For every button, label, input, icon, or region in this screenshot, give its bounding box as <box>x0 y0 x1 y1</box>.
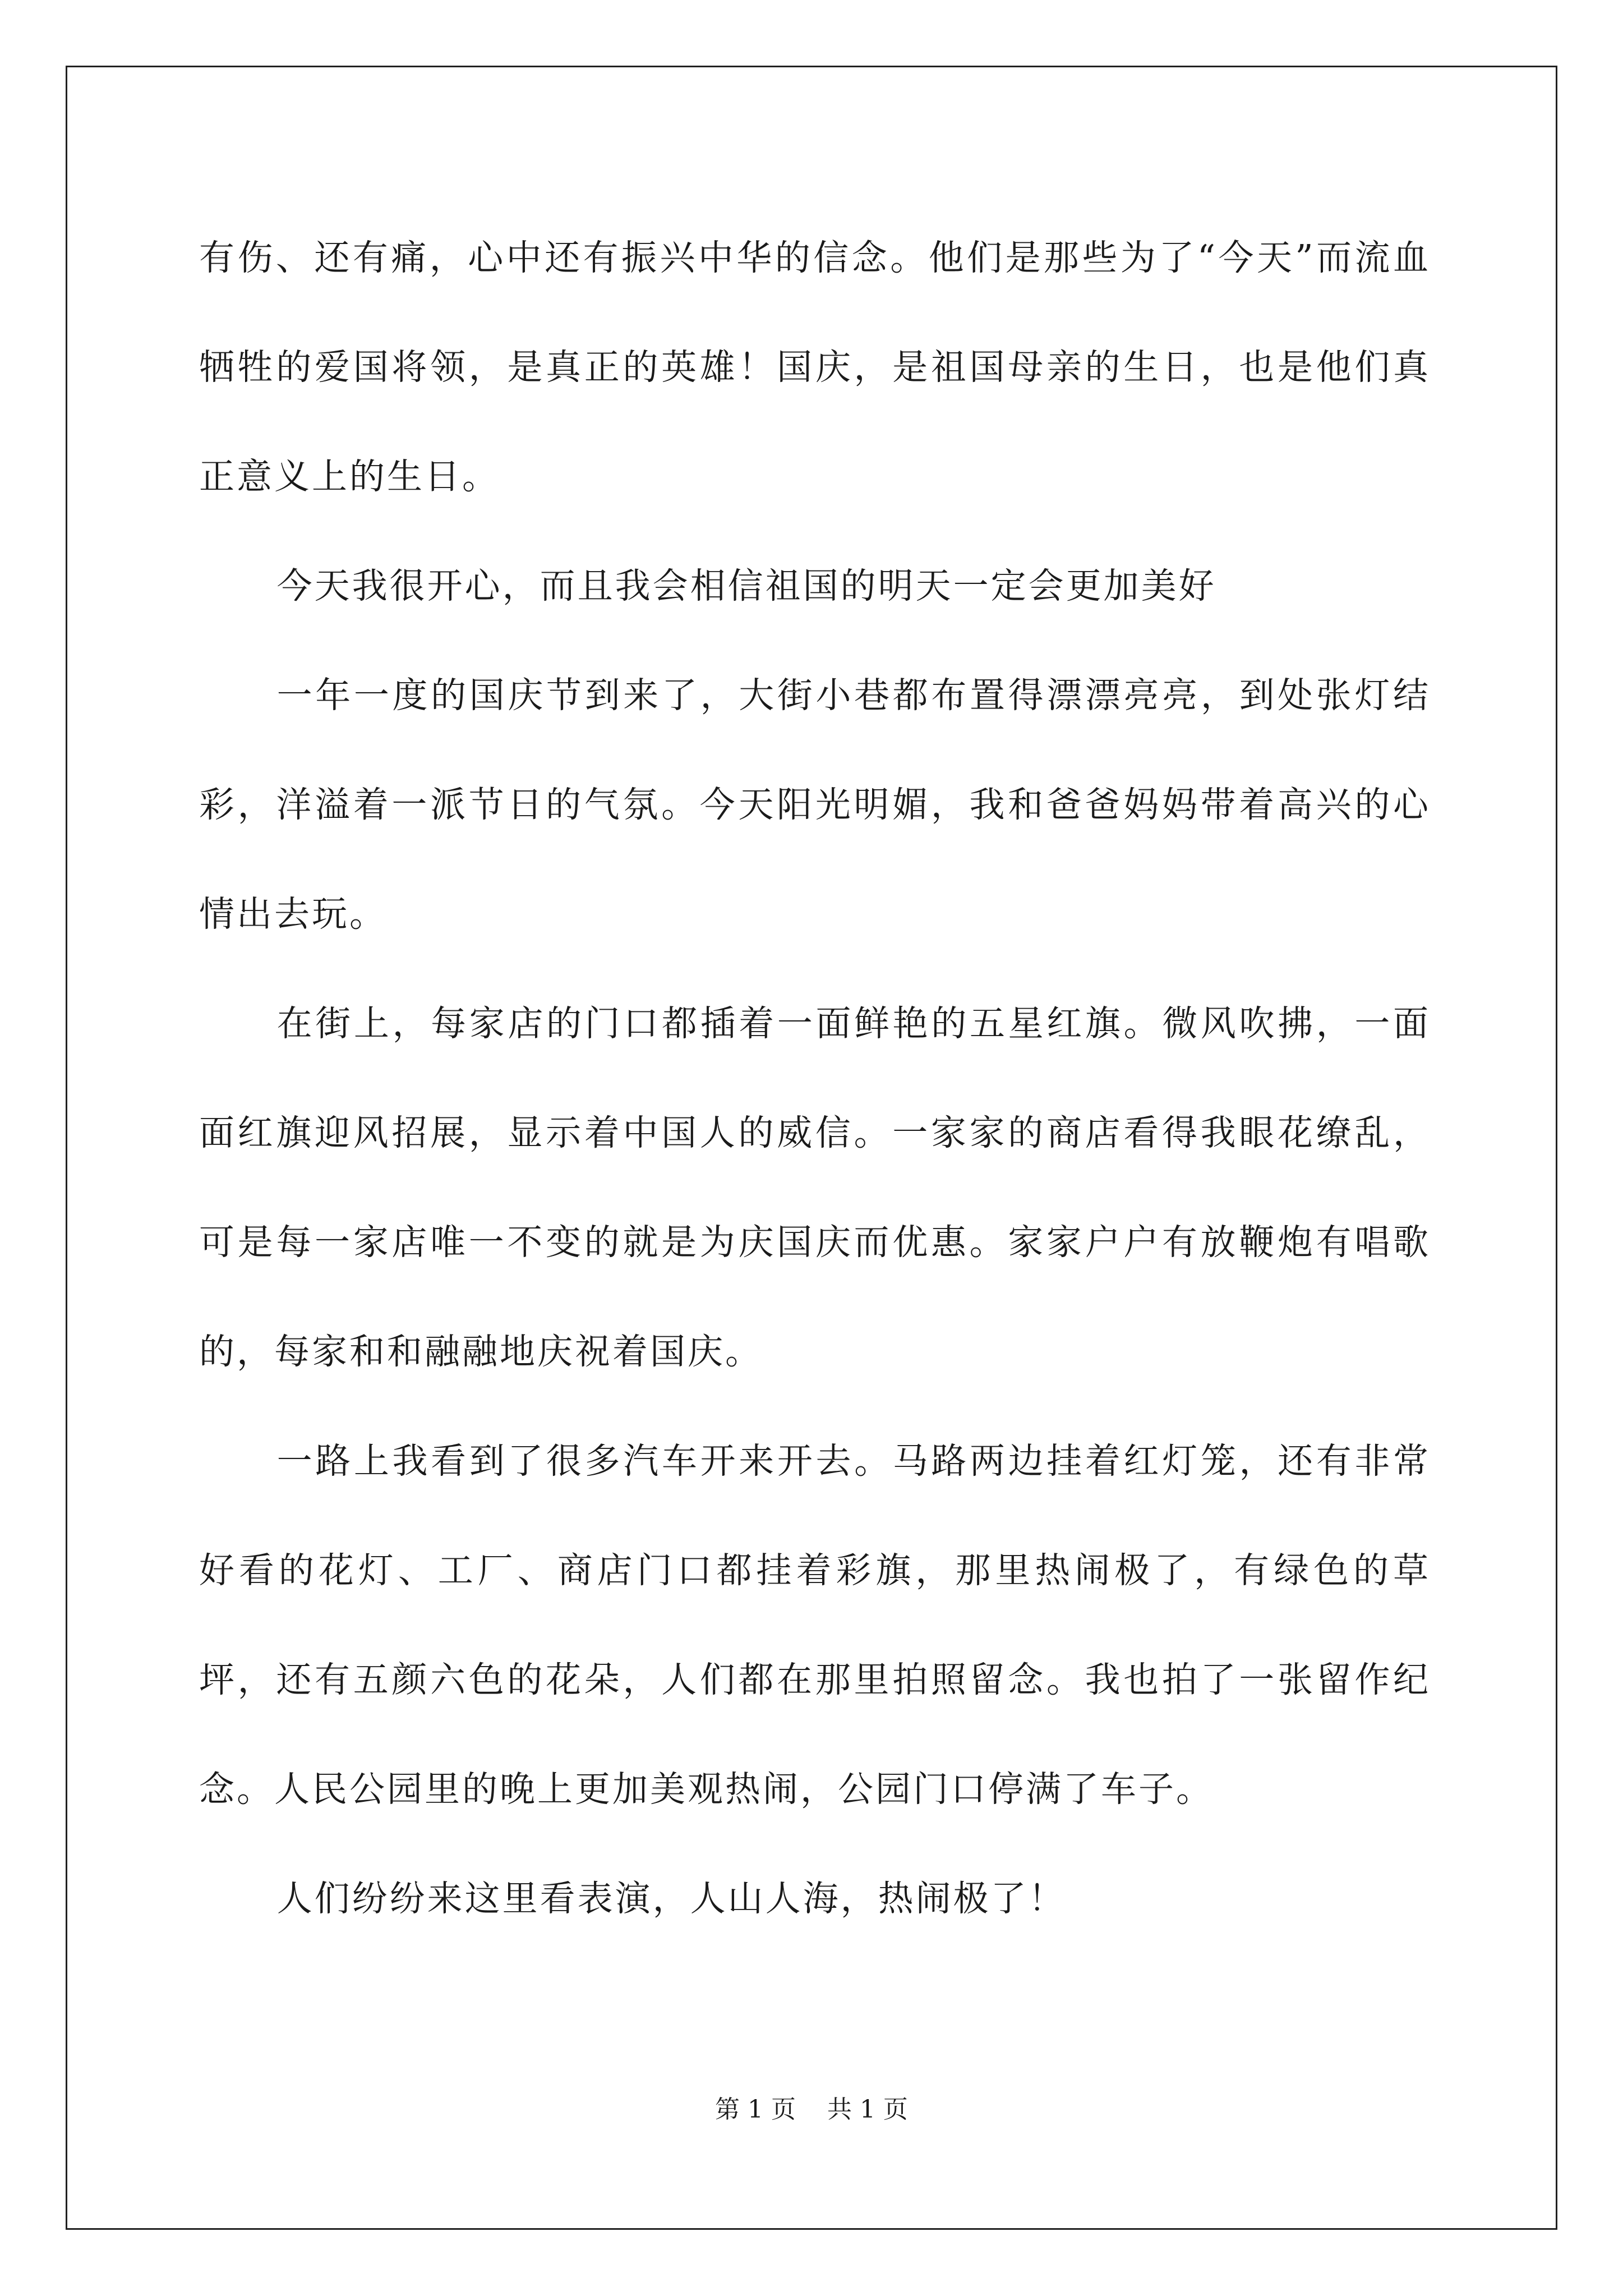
paragraph: 有伤、还有痛，心中还有振兴中华的信念。他们是那些为了“今天”而流血牺牲的爱国将领，是真正的英雄！国庆，是祖国母亲的生日，也是他们真正意义上的生日。 <box>199 237 1431 497</box>
page-number-footer: 第 1 页 共 1 页 <box>715 2095 908 2124</box>
paragraph: 人们纷纷来这里看表演，人山人海，热闹极了！ <box>276 1878 1066 1919</box>
paragraph: 今天我很开心，而且我会相信祖国的明天一定会更加美好 <box>276 565 1216 606</box>
paragraph: 一年一度的国庆节到来了，大街小巷都布置得漂漂亮亮，到处张灯结彩，洋溢着一派节日的气氛。今天阳光明媚，我和爸爸妈妈带着高兴的心情出去玩。 <box>199 675 1431 935</box>
paragraph: 一路上我看到了很多汽车开来开去。马路两边挂着红灯笼，还有非常好看的花灯、工厂、商店门口都挂着彩旗，那里热闹极了，有绿色的草坪，还有五颜六色的花朵，人们都在那里拍照留念。我也拍了一张留作纪念。人民公园里的晚上更加美观热闹，公园门口停满了车子。 <box>199 1441 1431 1810</box>
paragraph: 在街上，每家店的门口都插着一面鲜艳的五星红旗。微风吹拂，一面面红旗迎风招展，显示着中国人的威信。一家家的商店看得我眼花缭乱，可是每一家店唯一不变的就是为庆国庆而优惠。家家户户有放鞭炮有唱歌的，每家和和融融地庆祝着国庆。 <box>199 1003 1431 1372</box>
document-body <box>199 203 1431 1953</box>
